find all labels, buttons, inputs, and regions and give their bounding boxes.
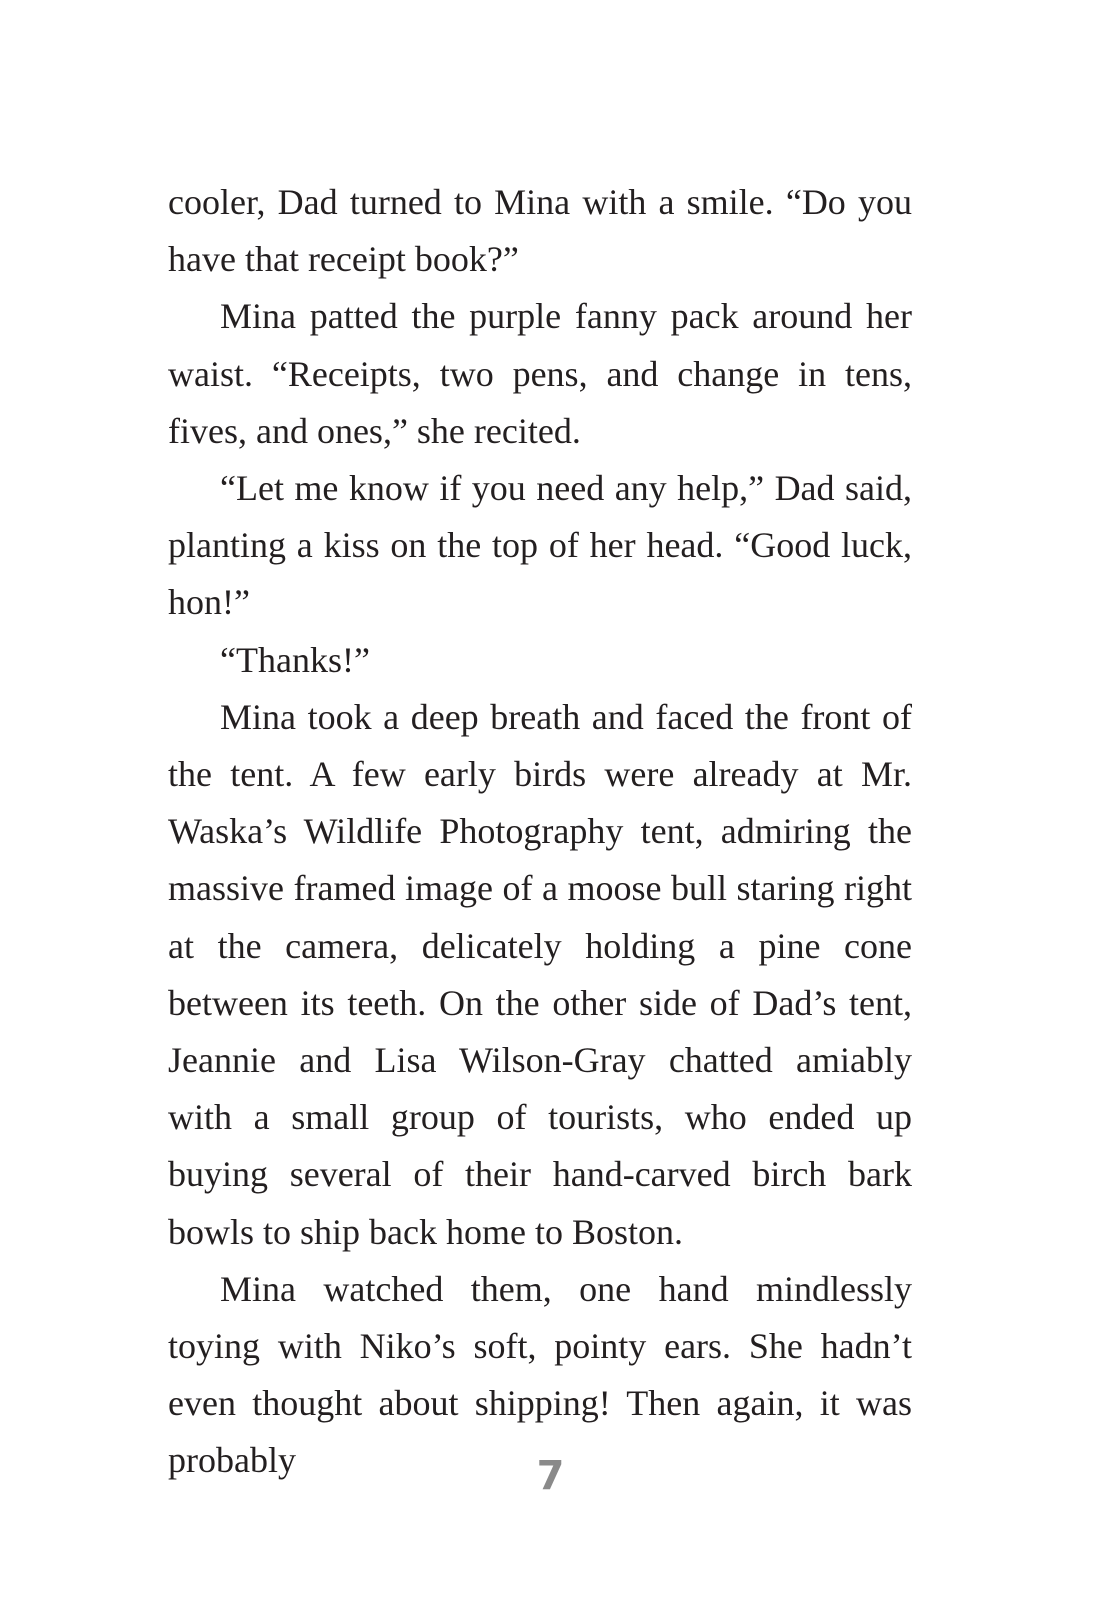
paragraph-4: “Thanks!” <box>220 639 370 680</box>
paragraph-3: “Let me know if you need any help,” Dad said, planting a kiss on the top of her head. “Good luck, hon!” <box>168 468 912 623</box>
page-number: 7 <box>536 1453 565 1499</box>
body-text <box>168 174 912 1490</box>
paragraph-2: Mina patted the purple fanny pack around her waist. “Receipts, two pens, and change in tens, fives, and ones,” she recited. <box>168 296 912 451</box>
paragraph-1: cooler, Dad turned to Mina with a smile. “Do you have that receipt book?” <box>168 182 912 280</box>
paragraph-5: Mina took a deep breath and faced the front of the tent. A few early birds were already at Mr. Waska’s Wildlife Photography tent, admiring the massive framed image of a moose bull staring right at the camera, delicately holding a pine cone between its teeth. On the other side of Dad’s tent, Jeannie and Lisa Wilson-Gray chatted amiably with a small group of tourists, who ended up buying several of their hand-carved birch bark bowls to ship back home to Boston. <box>168 696 912 1252</box>
paragraph-6: Mina watched them, one hand mindlessly toying with Niko’s soft, pointy ears. She hadn’t even thought about shipping! Then again, it was probably <box>168 1268 912 1481</box>
